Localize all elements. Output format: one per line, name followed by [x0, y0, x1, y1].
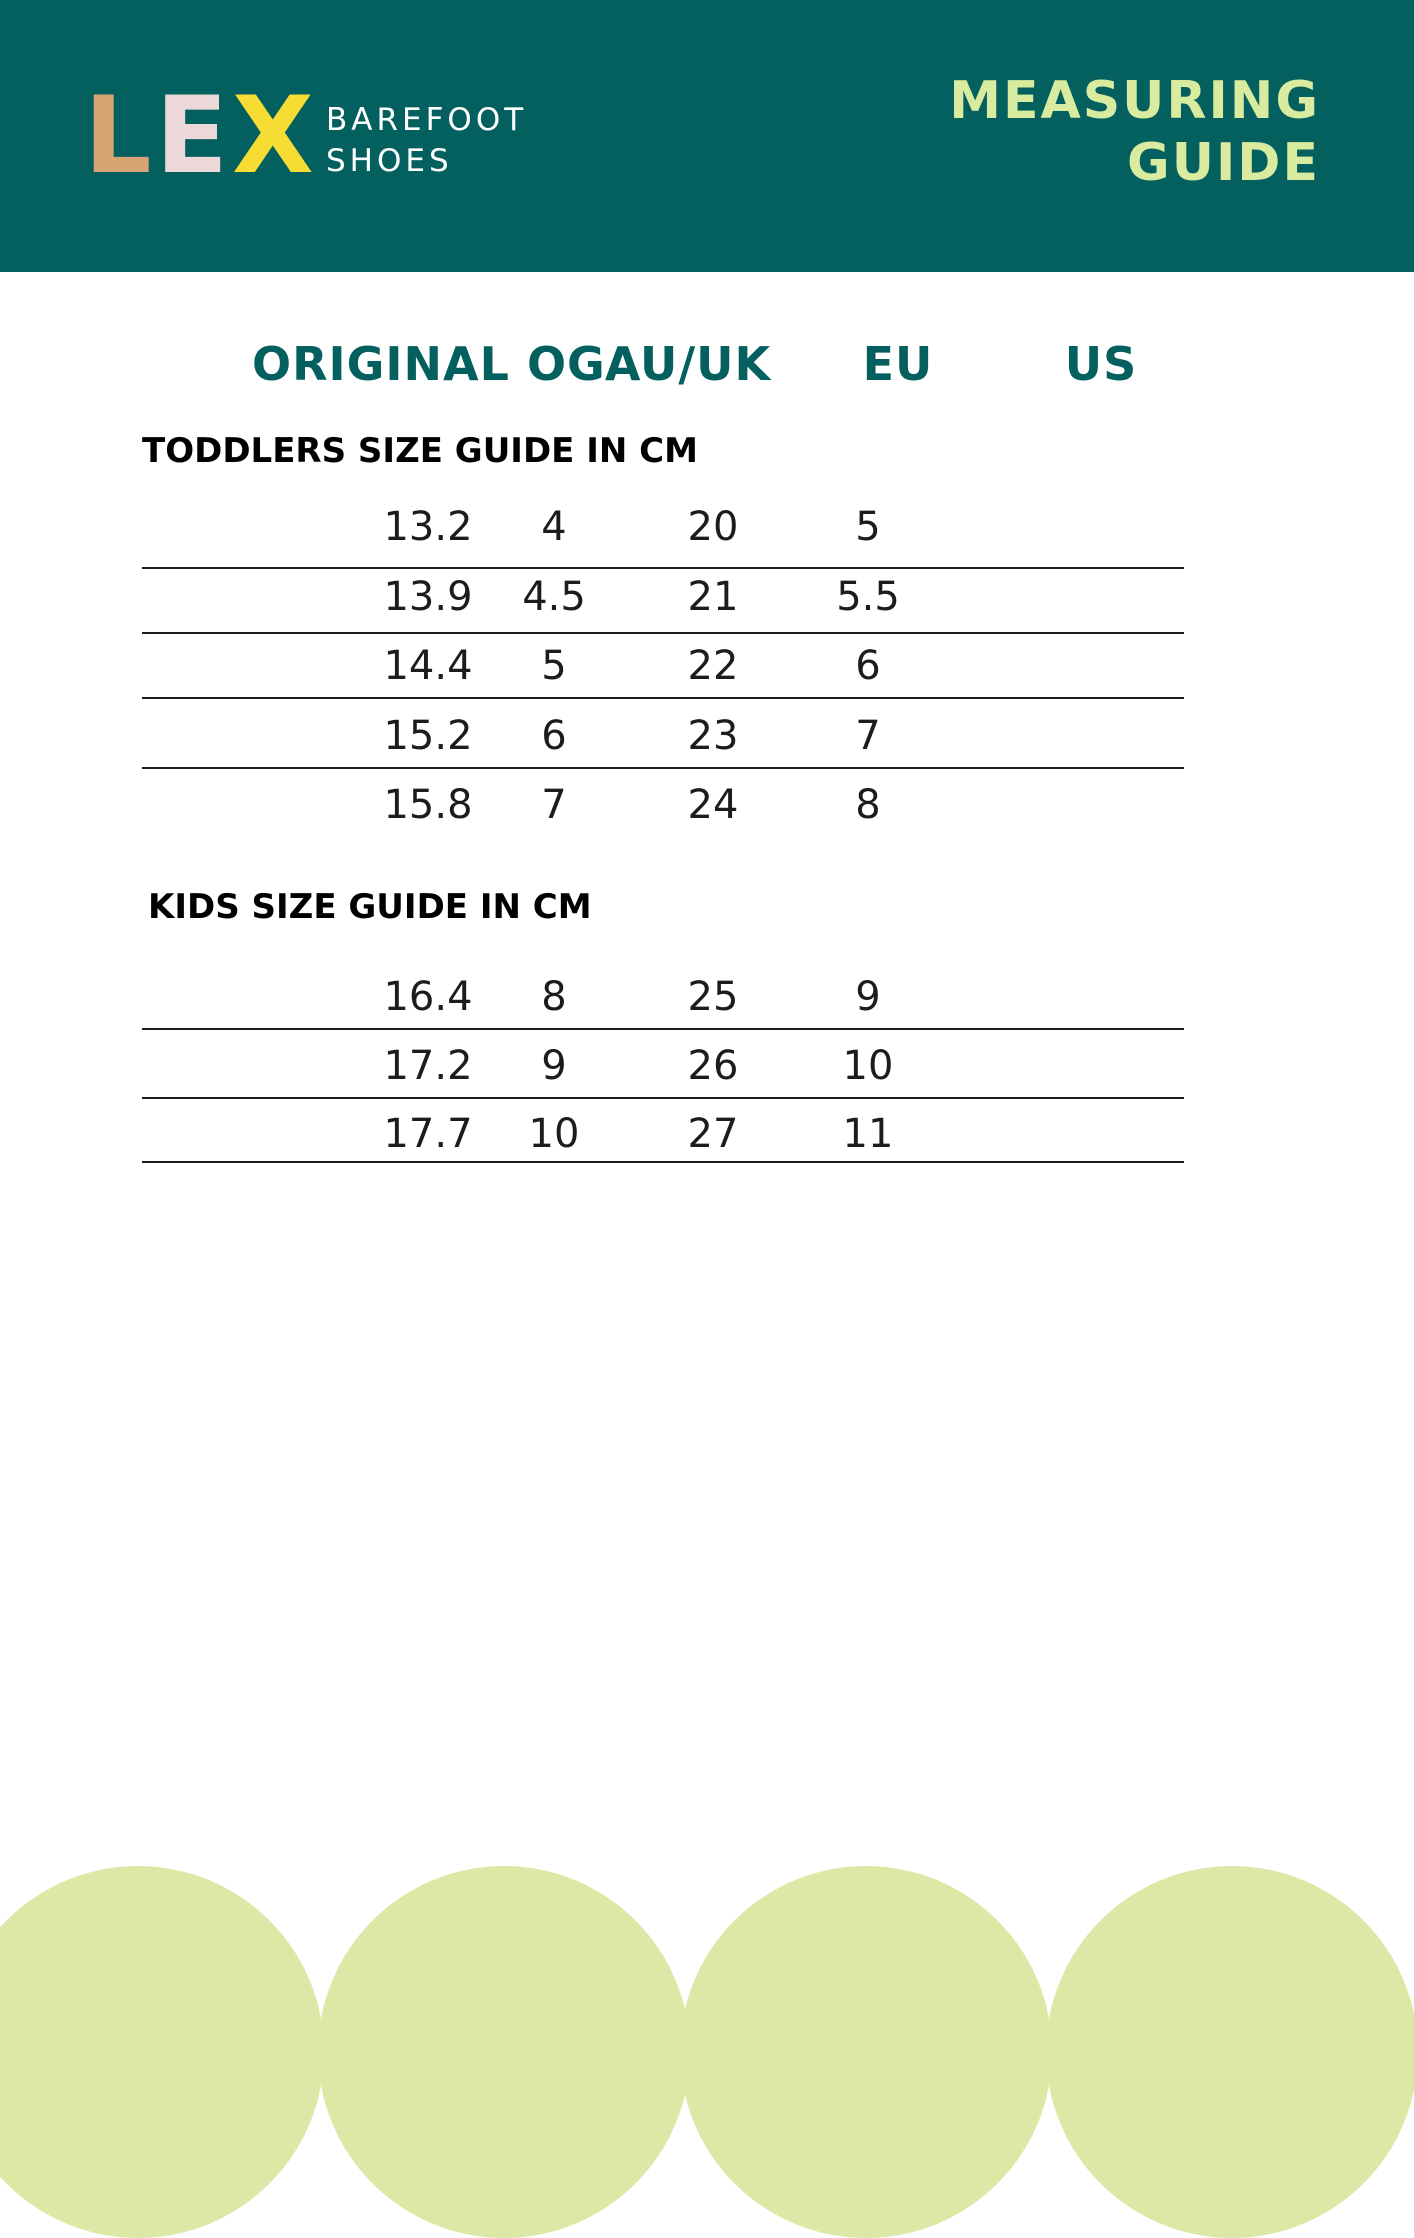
table-cell: 11	[842, 1111, 894, 1157]
table-cell: 14.4	[383, 643, 473, 689]
table-cell: 23	[687, 713, 739, 759]
hill-shape	[318, 1866, 690, 2238]
row-divider	[142, 1161, 1184, 1163]
table-cell: 13.9	[383, 574, 473, 620]
brand-subtitle-line2: SHOES	[326, 143, 453, 179]
hill-shape	[1046, 1866, 1414, 2238]
hill-shape	[680, 1866, 1052, 2238]
table-cell: 6	[855, 643, 881, 689]
table-cell: 15.8	[383, 782, 473, 828]
table-cell: 25	[687, 974, 739, 1020]
page-title-line2: GUIDE	[1127, 133, 1320, 193]
table-row	[142, 780, 1184, 830]
table-cell: 17.7	[383, 1111, 473, 1157]
table-cell: 21	[687, 574, 739, 620]
table-cell: 10	[528, 1111, 580, 1157]
row-divider	[142, 1097, 1184, 1099]
toddlers-section-heading: TODDLERS SIZE GUIDE IN CM	[142, 431, 698, 471]
row-divider	[142, 632, 1184, 634]
header-banner	[0, 0, 1414, 272]
table-row	[142, 972, 1184, 1022]
table-row	[142, 1041, 1184, 1091]
row-divider	[142, 767, 1184, 769]
table-cell: 15.2	[383, 713, 473, 759]
table-cell: 4	[541, 504, 567, 550]
hill-shape	[0, 1866, 324, 2238]
logo-letter-l: L	[84, 74, 156, 197]
logo-letter-x: X	[231, 74, 318, 197]
logo-letter-e: E	[155, 74, 232, 197]
table-cell: 16.4	[383, 974, 473, 1020]
page-title-line1: MEASURING	[949, 71, 1320, 131]
table-cell: 7	[541, 782, 567, 828]
table-cell: 26	[687, 1043, 739, 1089]
table-cell: 10	[842, 1043, 894, 1089]
table-cell: 27	[687, 1111, 739, 1157]
table-row	[142, 502, 1184, 552]
table-cell: 8	[541, 974, 567, 1020]
table-cell: 13.2	[383, 504, 473, 550]
brand-subtitle-line1: BAREFOOT	[326, 102, 528, 138]
table-cell: 5	[855, 504, 881, 550]
row-divider	[142, 697, 1184, 699]
brand-subtitle	[326, 100, 527, 182]
table-row	[142, 1109, 1184, 1159]
row-divider	[142, 1028, 1184, 1030]
table-cell: 5	[541, 643, 567, 689]
table-row	[142, 641, 1184, 691]
table-cell: 5.5	[836, 574, 900, 620]
table-cell: 22	[687, 643, 739, 689]
column-heading-us: US	[1064, 337, 1138, 391]
table-cell: 4.5	[522, 574, 586, 620]
brand-logo	[84, 74, 318, 197]
table-cell: 24	[687, 782, 739, 828]
table-cell: 17.2	[383, 1043, 473, 1089]
column-heading-au-uk: AU/UK	[604, 337, 772, 391]
table-row	[142, 711, 1184, 761]
column-heading-original-og: ORIGINAL OG	[252, 337, 606, 391]
kids-section-heading: KIDS SIZE GUIDE IN CM	[148, 887, 592, 927]
table-cell: 7	[855, 713, 881, 759]
table-row	[142, 572, 1184, 622]
table-cell: 8	[855, 782, 881, 828]
table-cell: 20	[687, 504, 739, 550]
column-heading-eu: EU	[862, 337, 934, 391]
table-cell: 9	[541, 1043, 567, 1089]
table-cell: 6	[541, 713, 567, 759]
table-cell: 9	[855, 974, 881, 1020]
page-title	[949, 70, 1320, 194]
row-divider	[142, 567, 1184, 569]
